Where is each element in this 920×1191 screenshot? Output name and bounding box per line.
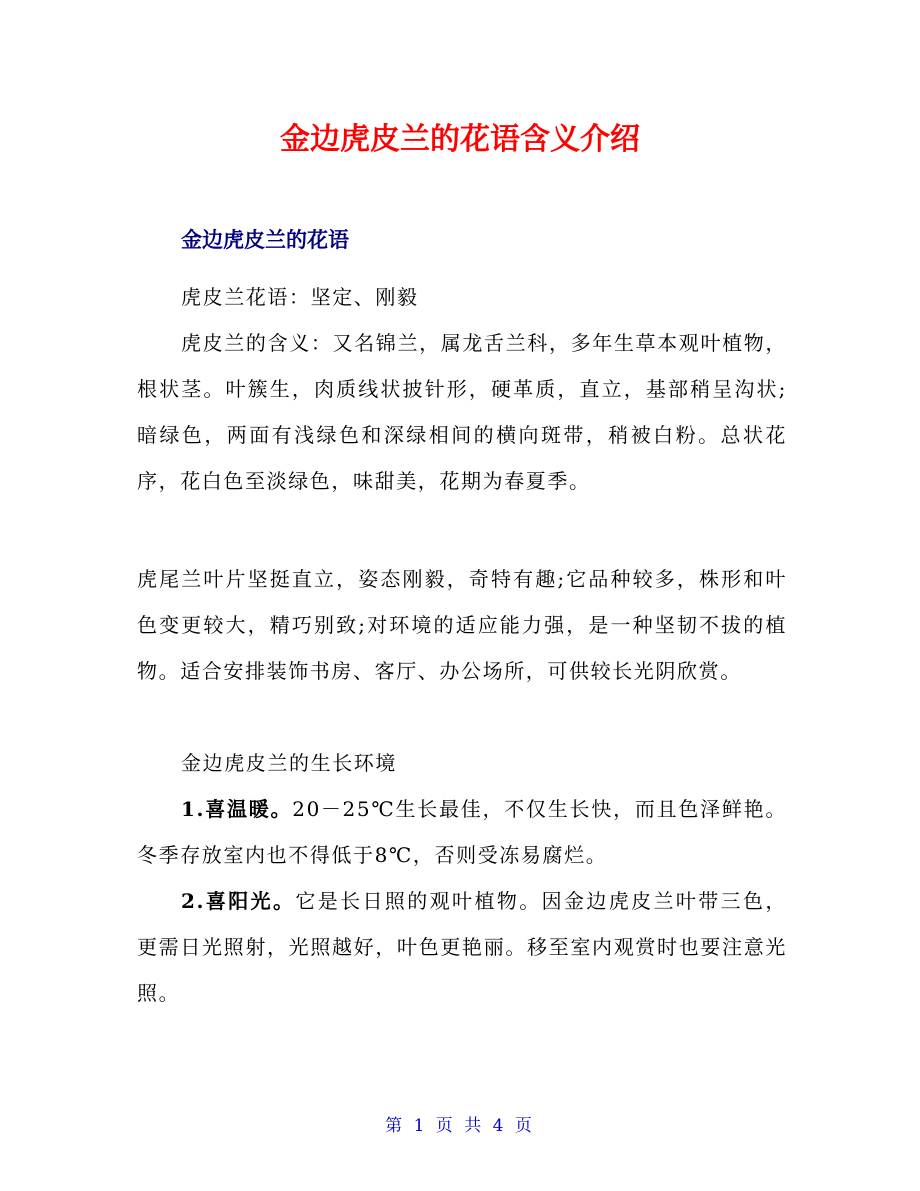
paragraph-description: 虎尾兰叶片坚挺直立，姿态刚毅，奇特有趣;它品种较多，株形和叶色变更较大，精巧别致;对环境的适应能力强，是一种坚韧不拔的植物。适合安排装饰书房、客厅、办公场所，可供较长光阴欣赏。 bbox=[137, 567, 787, 683]
sunlight-lead: 2.喜阳光。 bbox=[181, 889, 296, 913]
paragraph-flower-language: 虎皮兰花语：坚定、刚毅 bbox=[181, 285, 419, 309]
paragraph-warmth bbox=[137, 786, 787, 878]
page-number: 第 1 页 共 4 页 bbox=[385, 1116, 535, 1136]
warmth-lead: 1.喜温暖。 bbox=[181, 797, 293, 821]
sunlight-body: 它是长日照的观叶植物。因金边虎皮兰叶带三色，更需日光照射，光照越好，叶色更艳丽。移至室内观赏时也要注意光照。 bbox=[137, 889, 787, 1005]
warmth-body: 20－25℃生长最佳，不仅生长快，而且色泽鲜艳。冬季存放室内也不得低于8℃，否则受冻易腐烂。 bbox=[137, 797, 787, 867]
paragraph-sunlight bbox=[137, 878, 787, 1016]
section-heading: 金边虎皮兰的花语 bbox=[181, 228, 349, 252]
paragraph-meaning: 虎皮兰的含义：又名锦兰，属龙舌兰科，多年生草本观叶植物，根状茎。叶簇生，肉质线状披针形，硬革质，直立，基部稍呈沟状;暗绿色，两面有浅绿色和深绿相间的横向斑带，稍被白粉。总状花序，花白色至淡绿色，味甜美，花期为春夏季。 bbox=[137, 331, 787, 493]
page-title: 金边虎皮兰的花语含义介绍 bbox=[280, 122, 640, 157]
paragraph-growth-heading: 金边虎皮兰的生长环境 bbox=[181, 751, 397, 775]
